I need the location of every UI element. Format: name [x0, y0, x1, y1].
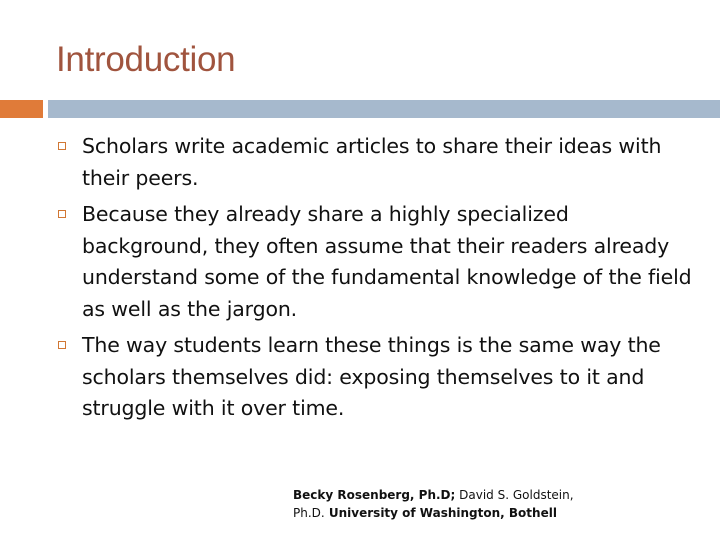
square-bullet-icon	[58, 341, 66, 349]
credit-author-primary: Becky Rosenberg, Ph.D;	[293, 488, 456, 502]
slide-title: Introduction	[56, 40, 236, 79]
credit-author-secondary: David S. Goldstein,	[455, 488, 574, 502]
bullet-item	[58, 199, 698, 325]
title-accent-bar	[0, 100, 43, 118]
bullet-text: Scholars write academic articles to share their ideas with their peers.	[82, 134, 662, 190]
credit-institution: University of Washington, Bothell	[324, 506, 557, 520]
bullet-list	[58, 131, 698, 430]
credit-author-secondary-suffix: Ph.D.	[293, 506, 325, 520]
bullet-text: The way students learn these things is the same way the scholars themselves did: exposing themselves to it and struggle with it over time.	[82, 333, 661, 420]
square-bullet-icon	[58, 210, 66, 218]
author-credit	[293, 486, 623, 522]
title-rule-bar	[48, 100, 720, 118]
bullet-item	[58, 330, 698, 425]
bullet-item	[58, 131, 698, 194]
square-bullet-icon	[58, 142, 66, 150]
bullet-text: Because they already share a highly specialized background, they often assume that their readers already understand some of the fundamental knowledge of the field as well as the jargon.	[82, 202, 692, 321]
